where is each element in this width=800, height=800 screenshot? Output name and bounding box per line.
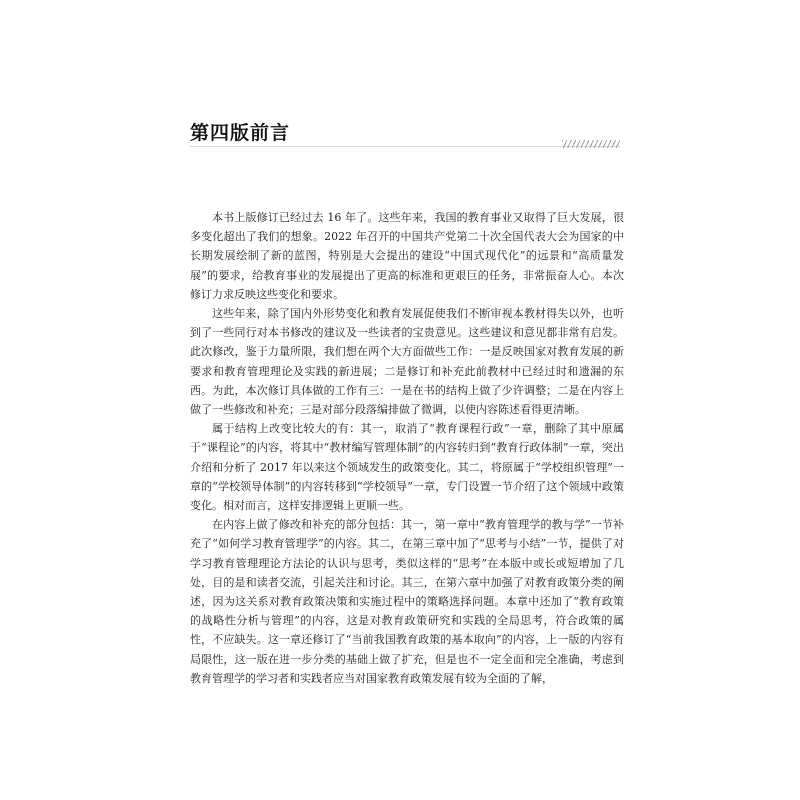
preface-body bbox=[190, 208, 624, 688]
paragraph-3: 属于结构上改变比较大的有：其一，取消了“教育课程行政”一章，删除了其中原属于“课程论”的内容，将其中“教材编写管理体制”的内容转归到“教育行政体制”一章，突出介绍和分析了 2017 年以来这个领域发生的政策变化。其二，将原属于“学校组织管理”一章的“学校领导体制”的内容转移到“学校领导”一章，专门设置一节介绍了这个领域中政策变化。相对而言，这样安排逻辑上更顺一些。 bbox=[190, 422, 624, 513]
decorative-hatch-ornament bbox=[562, 140, 620, 148]
paragraph-4: 在内容上做了修改和补充的部分包括：其一，第一章中“教育管理学的教与学”一节补充了“如何学习教育管理学”的内容。其二，在第三章中加了“思考与小结”一节，提供了对学习教育管理理论方法论的认识与思考，类似这样的“思考”在本版中或长或短增加了几处，目的是和读者交流，引起关注和讨论。其三，在第六章中加强了对教育政策分类的阐述，因为这关系对教育政策决策和实施过程中的策略选择问题。本章中还加了“教育政策的战略性分析与管理”的内容，这是对教育政策研究和实践的全局思考，符合政策的属性，不应缺失。这一章还修订了“当前我国教育政策的基本取向”的内容，上一版的内容有局限性，这一版在进一步分类的基础上做了扩充，但是也不一定全面和完全准确，考虑到教育管理学的学习者和实践者应当对国家教育政策发展有较为全面的了解， bbox=[190, 518, 624, 685]
paragraph-1: 本书上版修订已经过去 16 年了。这些年来，我国的教育事业又取得了巨大发展，很多变化超出了我们的想象。2022 年召开的中国共产党第二十次全国代表大会为国家的中长期发展绘制了新的蓝图，特别是大会提出的建设“中国式现代化”的远景和“高质量发展”的要求，给教育事业的发展提出了更高的标准和更艰巨的任务，非常振奋人心。本次修订力求反映这些变化和要求。 bbox=[190, 211, 624, 301]
title-underline bbox=[190, 146, 620, 147]
page-title: 第四版前言 bbox=[190, 122, 291, 144]
paragraph-2: 这些年来，除了国内外形势变化和教育发展促使我们不断审视本教材得失以外，也听到了一些同行对本书修改的建议及一些读者的宝贵意见。这些建议和意见都非常有启发。此次修改，鉴于力量所限，我们想在两个大方面做些工作：一是反映国家对教育发展的新要求和教育管理理论及实践的新进展；二是修订和补充此前教材中已经过时和遗漏的东西。为此，本次修订具体做的工作有三：一是在书的结构上做了少许调整；二是在内容上做了一些修改和补充；三是对部分段落编排做了微调，以使内容陈述看得更清晰。 bbox=[190, 307, 624, 417]
